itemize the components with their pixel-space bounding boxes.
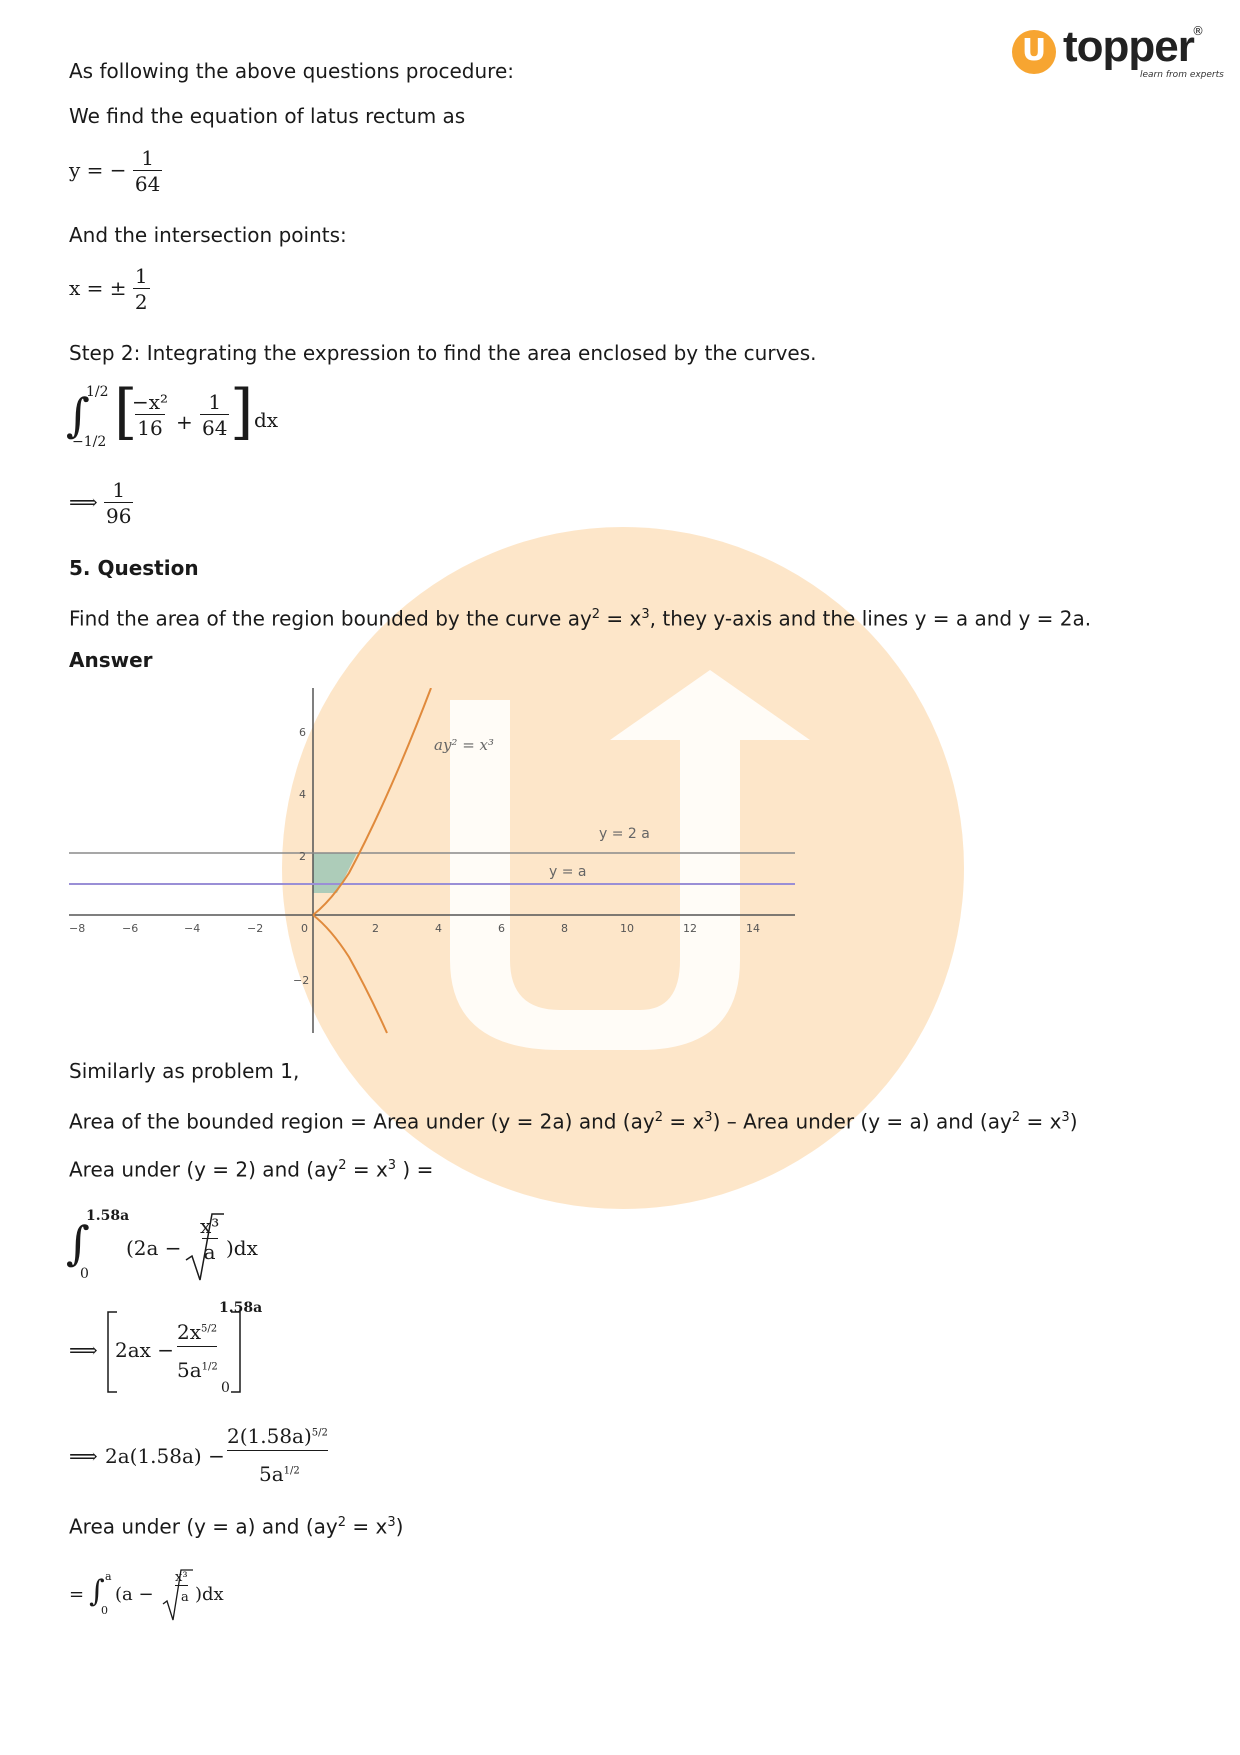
x-tick: 0 (301, 922, 308, 935)
eq-latus-rectum: y = − $\frac{1}{64}$ (69, 146, 161, 196)
y-tick: 6 (299, 726, 306, 739)
x-tick: −8 (69, 922, 86, 935)
text-intersection: And the intersection points: (69, 223, 347, 247)
graph (69, 688, 809, 1048)
text-latus-rectum: We find the equation of latus rectum as (69, 104, 466, 128)
eq-bracket-antiderivative: ⟹ 2ax − $2x^{5/2}$ $5a^{1/2}$ 1.58a 0 (69, 1300, 263, 1396)
x-tick: 4 (435, 922, 442, 935)
text-step2: Step 2: Integrating the expression to find the area enclosed by the curves. (69, 341, 817, 365)
eq-intersection: x = ± $\frac{1}{2}$ (69, 264, 148, 314)
logo-tagline: learn from experts (1140, 70, 1224, 80)
eq-integral-3: = ∫ a 0 (a − x³ a )dx (69, 1566, 289, 1626)
frac-1-64: $\frac{1}{64}$ (134, 146, 161, 196)
question-text: Find the area of the region bounded by the curve $ay^2 = x^3$, they y-axis and the lines y = a and y = 2a. (69, 606, 1092, 631)
curve-label: ay² = x³ (434, 736, 495, 754)
answer-heading: Answer (69, 648, 153, 672)
y-tick: 2 (299, 850, 306, 863)
x-tick: −6 (122, 922, 139, 935)
x-tick: −2 (247, 922, 264, 935)
text-similarly: Similarly as problem 1, (69, 1059, 300, 1083)
text-procedure: As following the above questions procedure: (69, 59, 514, 83)
x-tick: −4 (184, 922, 201, 935)
logo-name: topper (1063, 22, 1194, 71)
text-area-under-2: Area under (y = 2) and ($ay^2 = x^3$ ) = (69, 1157, 434, 1182)
logo-mark-icon: U (1012, 30, 1056, 74)
shaded-region (313, 853, 357, 893)
x-tick: 12 (683, 922, 697, 935)
text-bounded-region: Area of the bounded region = Area under (y = 2a) and $(ay^2 = x^3)$ – Area under (y = a) and $(ay^2 = x^3)$ (69, 1109, 1078, 1134)
logo-registered: ® (1192, 24, 1204, 38)
line-a-label: y = a (549, 864, 587, 880)
line-2a-label: y = 2 a (599, 826, 650, 842)
eq-integral-1: ∫ 1/2 −1/2 [ $\frac{\text{−x²}}{16}$ + $\frac{1}{64}$ ] dx (66, 377, 279, 450)
y-tick: −2 (293, 974, 310, 987)
x-tick: 2 (372, 922, 379, 935)
eq-integral-2: ∫ 1.58a 0 (2a − $\frac{\text{x³}}{a}$ )dx (66, 1208, 258, 1282)
eq-result-1-96: ⟹ $\frac{1}{96}$ (69, 478, 132, 528)
eq-evaluated: ⟹ 2a(1.58a) − $2(1.58a)^{5/2}$ $5a^{1/2}$ (69, 1424, 328, 1486)
x-tick: 8 (561, 922, 568, 935)
x-tick: 6 (498, 922, 505, 935)
question-heading: 5. Question (69, 556, 199, 580)
text-area-under-a: Area under (y = a) and $(ay^2 = x^3)$ (69, 1514, 404, 1539)
frac-1-2: $\frac{1}{2}$ (134, 264, 148, 314)
y-tick: 4 (299, 788, 306, 801)
x-tick: 10 (620, 922, 634, 935)
x-tick: 14 (746, 922, 760, 935)
